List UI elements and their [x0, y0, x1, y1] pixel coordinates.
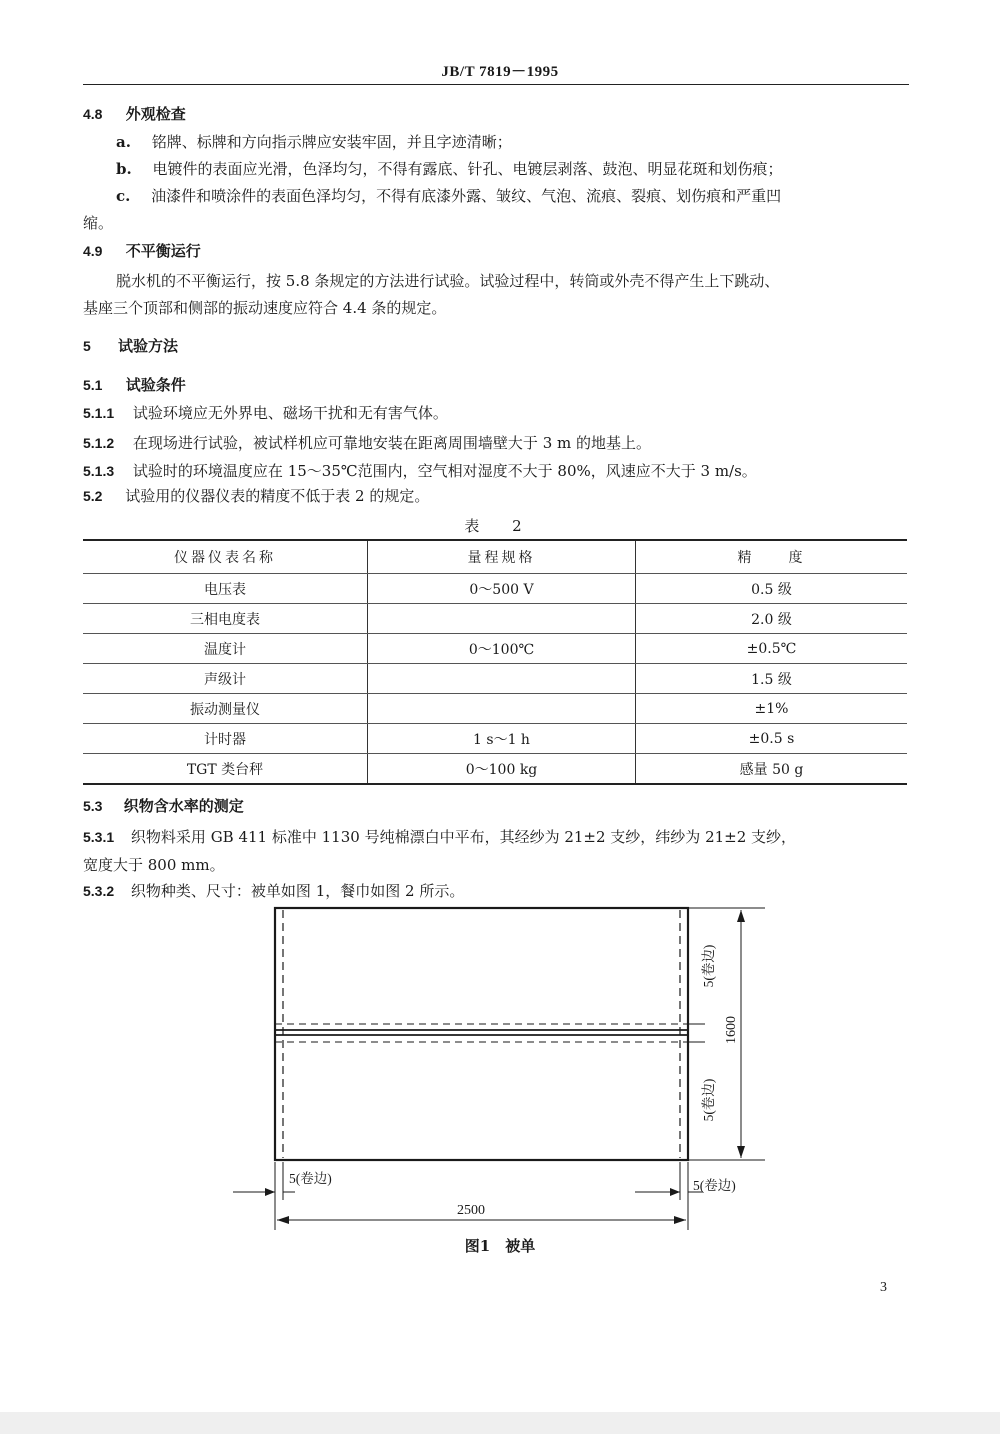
section-number: 5: [83, 338, 91, 354]
table-cell: 声级计: [83, 664, 368, 694]
clause-text: 试验环境应无外界电、磁场干扰和无有害气体。: [132, 404, 448, 422]
table-cell: 0～500 V: [368, 574, 636, 604]
paragraph-line: 基座三个顶部和侧部的振动速度应符合 4.4 条的规定。: [83, 299, 447, 317]
table-cell: ±0.5℃: [636, 634, 908, 664]
arrowhead: [265, 1188, 275, 1196]
table-cell: 1 s～1 h: [368, 724, 636, 754]
table-cell: 0～100 kg: [368, 754, 636, 785]
page-number: 3: [880, 1280, 887, 1295]
page-header: JB/T 7819－1995: [441, 64, 559, 80]
table-row: [83, 664, 907, 694]
clause: [83, 827, 796, 847]
clause-text: 试验时的环境温度应在 15～35℃范围内，空气相对湿度不大于 80%，风速应不大于 3 m/s。: [132, 462, 757, 480]
section-5-heading: [83, 336, 178, 356]
table-cell: ±1%: [636, 694, 908, 724]
list-text: 油漆件和喷涂件的表面色泽均匀，不得有底漆外露、皱纹、气泡、流痕、裂痕、划伤痕和严重凹: [151, 187, 782, 205]
table-cell: 感量 50 g: [636, 754, 908, 785]
clause: [83, 881, 464, 901]
list-item: [116, 132, 512, 152]
table-cell: 电压表: [83, 574, 368, 604]
column-header: 仪器仪表名称: [83, 540, 368, 574]
list-mark: c.: [116, 187, 131, 205]
table-header-row: [83, 540, 907, 574]
hem-label-bottom: 5(卷边): [701, 1078, 716, 1122]
list-text: 电镀件的表面应光滑，色泽均匀，不得有露底、针孔、电镀层剥落、鼓泡、明显花斑和划伤痕；: [152, 160, 783, 178]
clause-number: 5.3.2: [83, 883, 115, 899]
section-5-3-heading: [83, 796, 244, 816]
header-rule: [83, 84, 909, 85]
clause-number: 5.1.2: [83, 435, 115, 451]
hem-label-top: 5(卷边): [701, 944, 716, 988]
clause-text: 织物种类、尺寸：被单如图 1，餐巾如图 2 所示。: [130, 882, 465, 900]
list-mark: a.: [116, 133, 131, 151]
table-row: [83, 754, 907, 785]
table-cell: 0～100℃: [368, 634, 636, 664]
clause-continuation: 宽度大于 800 mm。: [83, 856, 225, 874]
section-4-8-heading: [83, 104, 186, 124]
clause-number: 5.1.1: [83, 405, 115, 421]
clause: [83, 486, 429, 506]
clause: [83, 403, 448, 423]
list-item: [116, 159, 783, 179]
section-4-9-heading: [83, 241, 201, 261]
list-mark: b.: [116, 160, 132, 178]
section-title: 试验条件: [125, 376, 186, 394]
section-title: 织物含水率的测定: [123, 797, 244, 815]
width-label: 2500: [457, 1203, 485, 1218]
section-number: 4.8: [83, 106, 103, 122]
table-cell: 温度计: [83, 634, 368, 664]
column-header: 精 度: [636, 540, 908, 574]
table-cell: 1.5 级: [636, 664, 908, 694]
clause-text: 织物料采用 GB 411 标准中 1130 号纯棉漂白中平布，其经纱为 21±2 支纱，纬纱为 21±2 支纱，: [130, 828, 797, 846]
arrowhead: [737, 1146, 745, 1158]
table-cell: 2.0 级: [636, 604, 908, 634]
height-label: 1600: [724, 1016, 739, 1044]
viewer-bottom-strip: [0, 1412, 1000, 1434]
list-text-continuation: 缩。: [83, 214, 114, 232]
table-cell: [368, 694, 636, 724]
clause-number: 5.1.3: [83, 463, 115, 479]
table-row: [83, 634, 907, 664]
arrowhead: [670, 1188, 680, 1196]
arrowhead: [674, 1216, 686, 1224]
clause-text: 试验用的仪器仪表的精度不低于表 2 的规定。: [125, 487, 430, 505]
table-cell: 0.5 级: [636, 574, 908, 604]
section-title: 外观检查: [125, 105, 186, 123]
table-cell: 计时器: [83, 724, 368, 754]
figure-1-bedsheet-drawing: [225, 900, 785, 1270]
table-cell: [368, 604, 636, 634]
arrowhead: [737, 910, 745, 922]
list-text: 铭牌、标牌和方向指示牌应安装牢固，并且字迹清晰；: [151, 133, 512, 151]
table-cell: 振动测量仪: [83, 694, 368, 724]
hem-label-right: 5(卷边): [693, 1178, 736, 1193]
clause: [83, 461, 757, 481]
table-row: [83, 694, 907, 724]
list-item: [116, 186, 781, 206]
section-5-1-heading: [83, 375, 186, 395]
clause-number: 5.2: [83, 488, 103, 504]
section-number: 4.9: [83, 243, 103, 259]
table-caption: 表 2: [464, 517, 536, 535]
sheet-outline: [275, 908, 688, 1160]
section-title: 试验方法: [118, 337, 179, 355]
table-cell: TGT 类台秤: [83, 754, 368, 785]
clause-text: 在现场进行试验，被试样机应可靠地安装在距离周围墙壁大于 3 m 的地基上。: [132, 434, 651, 452]
arrowhead: [277, 1216, 289, 1224]
clause-number: 5.3.1: [83, 829, 115, 845]
paragraph-line: 脱水机的不平衡运行，按 5.8 条规定的方法进行试验。试验过程中，转筒或外壳不得产生上下跳动、: [116, 272, 780, 290]
table-row: [83, 604, 907, 634]
table-cell: 三相电度表: [83, 604, 368, 634]
clause: [83, 433, 651, 453]
figure-caption: 图1 被单: [464, 1237, 536, 1255]
table-cell: ±0.5 s: [636, 724, 908, 754]
table-row: [83, 574, 907, 604]
instrument-table: [83, 539, 907, 785]
table-cell: [368, 664, 636, 694]
section-number: 5.3: [83, 798, 103, 814]
column-header: 量程规格: [368, 540, 636, 574]
hem-label-left: 5(卷边): [289, 1171, 332, 1186]
table-row: [83, 724, 907, 754]
section-number: 5.1: [83, 377, 103, 393]
section-title: 不平衡运行: [125, 242, 201, 260]
